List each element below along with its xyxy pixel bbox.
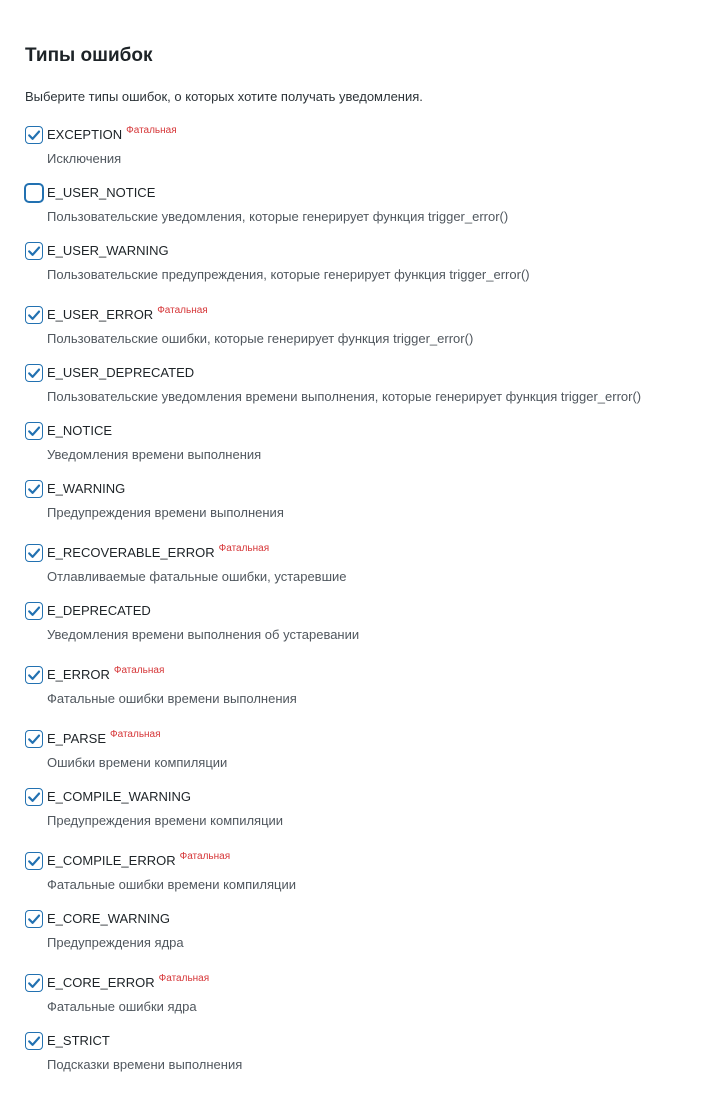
error-type-name: E_USER_DEPRECATED [47, 365, 195, 380]
error-type-name: E_NOTICE [47, 423, 113, 438]
checkmark-icon [26, 481, 42, 497]
section-title: Типы ошибок [25, 45, 153, 66]
fatal-badge: Фатальная [110, 729, 161, 740]
error-type-description: Уведомления времени выполнения об устаревании [47, 627, 360, 642]
checkmark-icon [26, 423, 42, 439]
error-type-checkbox[interactable] [25, 422, 43, 440]
error-type-label[interactable] [47, 666, 164, 684]
error-type-description: Пользовательские предупреждения, которые генерирует функция trigger_error() [47, 267, 530, 282]
error-type-checkbox[interactable] [25, 480, 43, 498]
error-type-option [0, 788, 720, 844]
error-type-option [0, 126, 720, 182]
error-type-label[interactable] [47, 242, 169, 260]
error-type-label[interactable] [47, 852, 230, 870]
error-type-label[interactable] [47, 730, 161, 748]
fatal-badge: Фатальная [113, 665, 165, 676]
checkmark-icon [26, 911, 42, 927]
error-type-checkbox[interactable] [25, 306, 43, 324]
error-type-checkbox[interactable] [25, 730, 43, 748]
checkmark-icon [26, 127, 42, 143]
error-type-name: E_CORE_WARNING [47, 911, 171, 926]
error-type-label[interactable] [47, 480, 125, 498]
error-type-description: Предупреждения времени выполнения [47, 505, 284, 520]
error-type-checkbox[interactable] [25, 602, 43, 620]
error-type-name: E_USER_NOTICE [47, 185, 156, 200]
error-type-option [0, 422, 720, 478]
error-type-option [0, 974, 720, 1030]
error-type-name: E_COMPILE_ERROR [47, 853, 176, 868]
error-type-label[interactable] [47, 422, 112, 440]
error-type-option [0, 602, 720, 658]
error-type-label[interactable] [47, 364, 194, 382]
error-type-description: Фатальные ошибки времени выполнения [47, 691, 297, 706]
error-type-name: E_USER_ERROR [47, 307, 154, 322]
error-type-option [0, 852, 720, 908]
error-type-description: Подсказки времени выполнения [47, 1057, 243, 1072]
checkmark-icon [26, 789, 42, 805]
section-intro: Выберите типы ошибок, о которых хотите получать уведомления. [25, 89, 423, 104]
error-type-description: Пользовательские уведомления, которые генерирует функция trigger_error() [47, 209, 509, 224]
checkmark-icon [26, 603, 42, 619]
error-type-name: EXCEPTION [47, 127, 123, 142]
error-type-option [0, 666, 720, 722]
error-type-checkbox[interactable] [25, 1032, 43, 1050]
error-type-name: E_COMPILE_WARNING [47, 789, 191, 804]
error-type-name: E_WARNING [47, 481, 126, 496]
error-type-label[interactable] [47, 184, 155, 202]
error-type-option [0, 242, 720, 298]
error-type-option [0, 1032, 720, 1088]
error-type-label[interactable] [47, 788, 191, 806]
error-type-name: E_STRICT [47, 1033, 110, 1048]
fatal-badge: Фатальная [218, 543, 270, 554]
error-type-description: Уведомления времени выполнения [47, 447, 262, 462]
checkmark-icon [26, 1033, 42, 1049]
error-type-checkbox[interactable] [25, 974, 43, 992]
error-type-description: Фатальные ошибки времени компиляции [47, 877, 296, 892]
error-type-name: E_ERROR [47, 667, 110, 682]
error-type-option [0, 364, 720, 420]
error-type-description: Фатальные ошибки ядра [47, 999, 197, 1014]
checkmark-icon [26, 307, 42, 323]
error-type-label[interactable] [47, 910, 170, 928]
error-type-option [0, 730, 720, 786]
error-type-checkbox[interactable] [25, 364, 43, 382]
checkmark-icon [26, 975, 42, 991]
error-type-option [0, 184, 720, 240]
checkmark-icon [26, 545, 42, 561]
error-type-option [0, 306, 720, 362]
error-type-name: E_CORE_ERROR [47, 975, 155, 990]
error-type-description: Предупреждения времени компиляции [47, 813, 284, 828]
error-type-checkbox[interactable] [25, 544, 43, 562]
error-type-description: Исключения [47, 151, 122, 166]
error-type-description: Предупреждения ядра [47, 935, 184, 950]
error-type-description: Пользовательские уведомления времени выполнения, которые генерирует функция trigger_error() [47, 389, 642, 404]
error-type-checkbox[interactable] [25, 852, 43, 870]
checkmark-icon [26, 853, 42, 869]
checkmark-icon [26, 667, 42, 683]
error-type-label[interactable] [47, 544, 269, 562]
checkmark-icon [26, 365, 42, 381]
error-type-label[interactable] [47, 126, 177, 144]
error-type-checkbox[interactable] [25, 910, 43, 928]
error-type-option [0, 544, 720, 600]
error-type-option [0, 480, 720, 536]
error-type-description: Ошибки времени компиляции [47, 755, 228, 770]
error-type-name: E_PARSE [47, 731, 107, 746]
error-type-description: Пользовательские ошибки, которые генерирует функция trigger_error() [47, 331, 474, 346]
error-type-checkbox[interactable] [25, 666, 43, 684]
error-type-label[interactable] [47, 1032, 110, 1050]
error-type-checkbox[interactable] [25, 788, 43, 806]
fatal-badge: Фатальная [126, 125, 177, 136]
error-type-checkbox[interactable] [25, 126, 43, 144]
fatal-badge: Фатальная [158, 973, 210, 984]
error-type-name: E_USER_WARNING [47, 243, 169, 258]
error-type-checkbox[interactable] [25, 184, 43, 202]
checkmark-icon [26, 243, 42, 259]
error-type-label[interactable] [47, 602, 151, 620]
error-type-label[interactable] [47, 974, 209, 992]
error-type-name: E_RECOVERABLE_ERROR [47, 545, 215, 560]
error-type-option [0, 910, 720, 966]
error-type-checkbox[interactable] [25, 242, 43, 260]
fatal-badge: Фатальная [179, 851, 231, 862]
checkmark-icon [26, 731, 42, 747]
error-type-description: Отлавливаемые фатальные ошибки, устаревшие [47, 569, 347, 584]
error-type-name: E_DEPRECATED [47, 603, 151, 618]
fatal-badge: Фатальная [157, 305, 208, 316]
error-type-label[interactable] [47, 306, 208, 324]
